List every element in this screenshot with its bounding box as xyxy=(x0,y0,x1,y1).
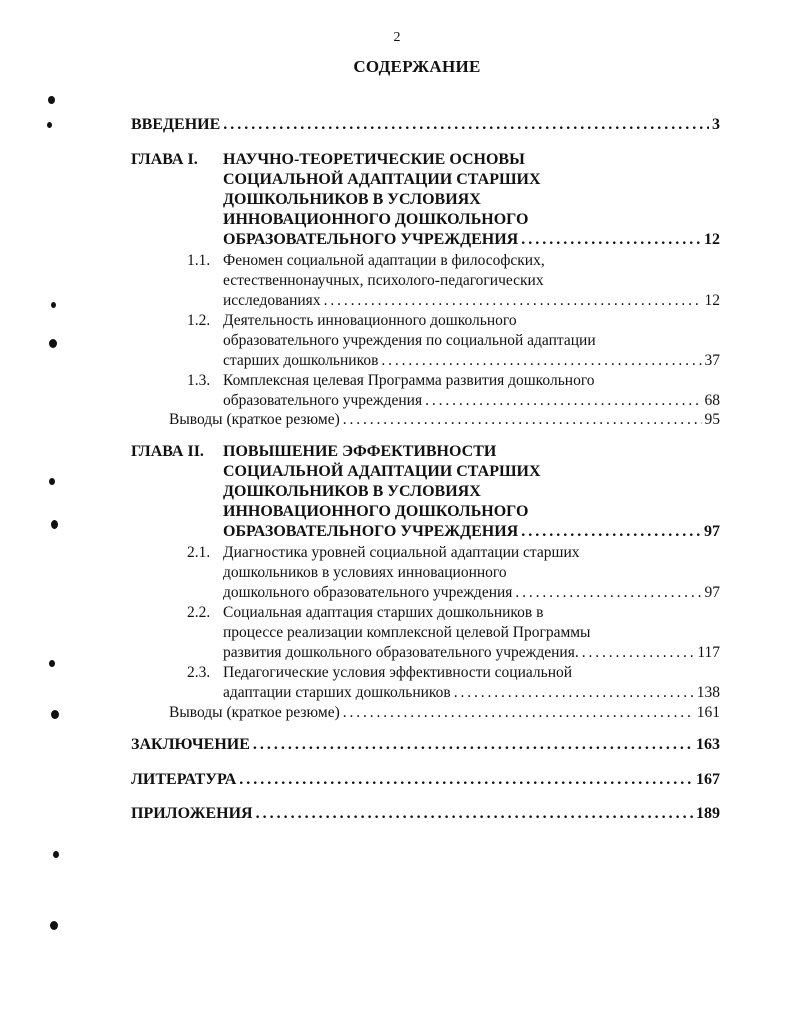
scan-mark xyxy=(53,851,59,858)
chapter-title-line: СОЦИАЛЬНОЙ АДАПТАЦИИ СТАРШИХ xyxy=(223,171,541,188)
section-title-line: Диагностика уровней социальной адаптации старших xyxy=(223,544,580,561)
section-title-line: процессе реализации комплексной целевой Программы xyxy=(223,624,591,641)
dot-leader xyxy=(582,644,695,662)
scan-mark xyxy=(51,302,56,308)
section-number: 2.2. xyxy=(187,604,211,621)
section-title-line: дошкольного образовательного учреждения xyxy=(223,584,513,601)
section-title-line: Комплексная целевая Программа развития дошкольного xyxy=(223,372,595,389)
section-number: 1.2. xyxy=(187,312,211,329)
dot-leader xyxy=(343,704,694,722)
chapter-title-line: ДОШКОЛЬНИКОВ В УСЛОВИЯХ xyxy=(223,191,481,208)
toc-entry-label: ЛИТЕРАТУРА xyxy=(131,771,237,788)
section-number: 1.3. xyxy=(187,372,211,389)
chapter-label: ГЛАВА II. xyxy=(131,443,204,460)
toc-page-number: 12 xyxy=(704,292,720,309)
dot-leader xyxy=(256,805,693,823)
chapter-title-line: ИННОВАЦИОННОГО ДОШКОЛЬНОГО xyxy=(223,211,529,228)
section-number: 2.3. xyxy=(187,664,211,681)
toc-page-number: 167 xyxy=(696,771,720,788)
scan-mark xyxy=(49,660,55,667)
toc-entry-label: ВВЕДЕНИЕ xyxy=(131,116,221,133)
toc-page-number: 97 xyxy=(704,584,720,601)
dot-leader xyxy=(521,231,701,249)
page-number: 2 xyxy=(393,30,401,45)
section-title-line: естественнонаучных, психолого-педагогических xyxy=(223,272,544,289)
section-title-line: старших дошкольников xyxy=(223,352,379,369)
toc-entry-introduction[interactable] xyxy=(131,116,720,134)
section-title-line: Педагогические условия эффективности социальной xyxy=(223,664,573,681)
toc-entry-section-2-3[interactable] xyxy=(223,684,720,702)
section-title-line: Деятельность инновационного дошкольного xyxy=(223,312,517,329)
toc-entry-section-2-1[interactable] xyxy=(223,584,720,602)
dot-leader xyxy=(425,392,701,410)
chapter-title-line: ДОШКОЛЬНИКОВ В УСЛОВИЯХ xyxy=(223,483,481,500)
dot-leader xyxy=(223,116,709,134)
scan-mark xyxy=(48,96,55,104)
dot-leader xyxy=(515,584,701,602)
section-number: 1.1. xyxy=(187,252,211,269)
toc-entry-section-2-2[interactable] xyxy=(223,644,720,662)
toc-entry-label: ПРИЛОЖЕНИЯ xyxy=(131,805,253,822)
dot-leader xyxy=(454,684,694,702)
toc-page-number: 117 xyxy=(697,644,720,661)
toc-entry-label: ЗАКЛЮЧЕНИЕ xyxy=(131,736,250,753)
toc-page-number: 138 xyxy=(696,684,720,701)
toc-page-number: 95 xyxy=(704,411,720,428)
section-title-line: развития дошкольного образовательного учреждения. xyxy=(223,644,579,661)
summary-label: Выводы (краткое резюме) xyxy=(169,704,340,721)
toc-page-number: 68 xyxy=(704,392,720,409)
section-title-line: образовательного учреждения по социальной адаптации xyxy=(223,332,596,349)
section-title-line: дошкольников в условиях инновационного xyxy=(223,564,507,581)
toc-entry-section-1-1[interactable] xyxy=(223,292,720,310)
chapter-title-line: ОБРАЗОВАТЕЛЬНОГО УЧРЕЖДЕНИЯ xyxy=(223,523,519,540)
dot-leader xyxy=(343,411,702,429)
toc-page-number: 161 xyxy=(696,704,720,721)
chapter-title-line: СОЦИАЛЬНОЙ АДАПТАЦИИ СТАРШИХ xyxy=(223,463,541,480)
scan-mark xyxy=(47,122,52,128)
toc-entry-chapter-1[interactable] xyxy=(223,231,720,249)
dot-leader xyxy=(521,523,701,541)
scan-mark xyxy=(51,520,58,529)
toc-entry-summary-2[interactable] xyxy=(169,704,720,722)
chapter-title-line: ПОВЫШЕНИЕ ЭФФЕКТИВНОСТИ xyxy=(223,443,497,460)
toc-page-number: 189 xyxy=(696,805,720,822)
chapter-title-line: ИННОВАЦИОННОГО ДОШКОЛЬНОГО xyxy=(223,503,529,520)
page-title: СОДЕРЖАНИЕ xyxy=(353,57,481,76)
toc-page-number: 37 xyxy=(704,352,720,369)
toc-page-number: 12 xyxy=(704,231,720,248)
dot-leader xyxy=(381,352,701,370)
chapter-title-line: ОБРАЗОВАТЕЛЬНОГО УЧРЕЖДЕНИЯ xyxy=(223,231,519,248)
scan-mark xyxy=(50,921,58,930)
toc-entry-conclusion[interactable] xyxy=(131,736,720,754)
section-number: 2.1. xyxy=(187,544,211,561)
chapter-title-line: НАУЧНО-ТЕОРЕТИЧЕСКИЕ ОСНОВЫ xyxy=(223,151,525,168)
scan-mark xyxy=(49,339,57,348)
toc-page-number: 163 xyxy=(696,736,720,753)
toc-entry-appendices[interactable] xyxy=(131,805,720,823)
toc-entry-section-1-3[interactable] xyxy=(223,392,720,410)
dot-leader xyxy=(253,736,693,754)
dot-leader xyxy=(324,292,702,310)
scan-mark xyxy=(49,478,55,485)
chapter-label: ГЛАВА I. xyxy=(131,151,198,168)
section-title-line: адаптации старших дошкольников xyxy=(223,684,451,701)
section-title-line: Феномен социальной адаптации в философских, xyxy=(223,252,545,269)
section-title-line: образовательного учреждения xyxy=(223,392,423,409)
toc-entry-literature[interactable] xyxy=(131,771,720,789)
toc-entry-chapter-2[interactable] xyxy=(223,523,720,541)
toc-page-number: 97 xyxy=(704,523,720,540)
section-title-line: Социальная адаптация старших дошкольников в xyxy=(223,604,544,621)
scan-mark xyxy=(51,710,59,719)
section-title-line: исследованиях xyxy=(223,292,321,309)
toc-entry-summary-1[interactable] xyxy=(169,411,720,429)
dot-leader xyxy=(239,771,693,789)
toc-page-number: 3 xyxy=(712,116,720,133)
toc-entry-section-1-2[interactable] xyxy=(223,352,720,370)
summary-label: Выводы (краткое резюме) xyxy=(169,411,340,428)
